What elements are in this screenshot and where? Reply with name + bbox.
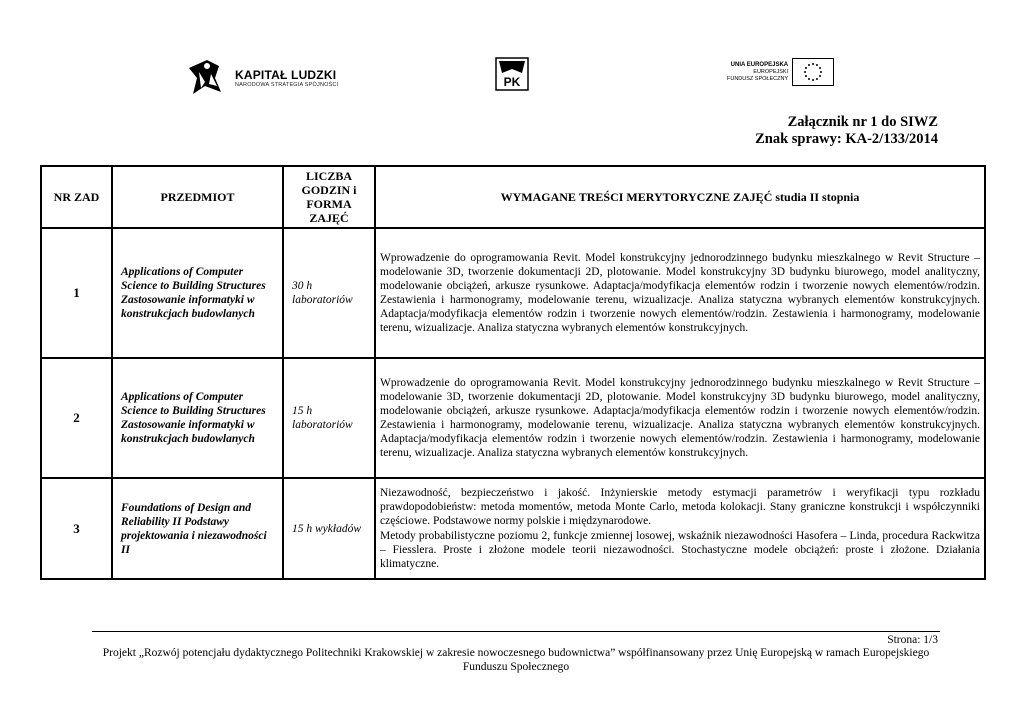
row-subject: Foundations of Design and Reliability II Podstawy projektowania i niezawodności II — [112, 478, 283, 579]
case-number: Znak sprawy: KA-2/133/2014 — [755, 131, 938, 147]
row-hours: 30 h laboratoriów — [283, 228, 375, 358]
row-content: Wprowadzenie do oprogramowania Revit. Model konstrukcyjny jednorodzinnego budynku mieszkalnego w Revit Structure – modelowanie 3D, tworzenie dokumentacji 2D, plotowanie. Model konstrukcyjny 3D budynku biurowego, model analityczny, modelowanie obciążeń, arkusze rysunkowe. Adaptacja/modyfikacja elementów rodzin i tworzenie nowych elementów/rodzin. Zestawienia i harmonogramy, modelowanie terenu, wizualizacje. Analiza statyczna wybranych elementów konstrukcyjnych. Adaptacja/modyfikacja elementów rodzin i tworzenie nowych elementów/rodzin. Zestawienia i harmonogramy, modelowanie terenu, wizualizacje. Analiza statyczna wybranych elementów konstrukcyjnych. — [375, 228, 985, 358]
table-header-row — [41, 166, 985, 228]
header-subject: PRZEDMIOT — [112, 166, 283, 228]
kapital-ludzki-title: KAPITAŁ LUDZKI — [235, 68, 337, 82]
row-nr: 1 — [41, 228, 112, 358]
kapital-ludzki-logo — [185, 45, 360, 111]
table-row — [41, 478, 985, 579]
row-nr: 3 — [41, 478, 112, 579]
requirements-table — [40, 165, 986, 580]
kapital-ludzki-subtitle: NARODOWA STRATEGIA SPÓJNOŚCI — [235, 82, 339, 88]
footer-divider — [92, 631, 940, 632]
page-number: Strona: 1/3 — [887, 634, 938, 646]
document-header — [755, 114, 938, 148]
eu-logo — [727, 58, 834, 86]
eu-flag-icon — [792, 58, 834, 86]
eu-line3: FUNDUSZ SPOŁECZNY — [727, 75, 789, 82]
row-hours: 15 h wykładów — [283, 478, 375, 579]
attachment-title: Załącznik nr 1 do SIWZ — [787, 114, 938, 130]
table-row — [41, 358, 985, 478]
kapital-ludzki-mark-icon — [185, 56, 229, 100]
row-content: Wprowadzenie do oprogramowania Revit. Model konstrukcyjny jednorodzinnego budynku mieszkalnego w Revit Structure – modelowanie 3D, tworzenie dokumentacji 2D, plotowanie. Model konstrukcyjny 3D budynku biurowego, model analityczny, modelowanie obciążeń, arkusze rysunkowe. Adaptacja/modyfikacja elementów rodzin i tworzenie nowych elementów/rodzin. Zestawienia i harmonogramy, modelowanie terenu, wizualizacje. Analiza statyczna wybranych elementów konstrukcyjnych. Adaptacja/modyfikacja elementów rodzin i tworzenie nowych elementów/rodzin. Zestawienia i harmonogramy, modelowanie terenu, wizualizacje. Analiza statyczna wybranych elementów konstrukcyjnych. — [375, 358, 985, 478]
eu-line1: UNIA EUROPEJSKA — [730, 61, 789, 68]
pk-logo-icon — [495, 57, 529, 91]
row-content-paragraph-2: Metody probabilistyczne poziomu 2, funkcje zmiennej losowej, wskaźnik niezawodności Hasofera – Linda, procedura Rackwitza – Fiesslera. Proste i złożone modele teorii niezawodności. Stochastyczne modele obciążeń: proste i złożone. Działania klimatyczne. — [380, 529, 980, 570]
row-content — [375, 478, 985, 579]
header-nr: NR ZAD — [41, 166, 112, 228]
pk-logo-text: PK — [503, 75, 521, 89]
row-subject: Applications of Computer Science to Building Structures Zastosowanie informatyki w konstrukcjach budowlanych — [112, 228, 283, 358]
table-row — [41, 228, 985, 358]
row-hours: 15 h laboratoriów — [283, 358, 375, 478]
header-hours: LICZBA GODZIN i FORMA ZAJĘĆ — [283, 166, 375, 228]
row-subject: Applications of Computer Science to Building Structures Zastosowanie informatyki w konstrukcjach budowlanych — [112, 358, 283, 478]
row-nr: 2 — [41, 358, 112, 478]
header-content: WYMAGANE TREŚCI MERYTORYCZNE ZAJĘĆ studia II stopnia — [375, 166, 985, 228]
row-content-paragraph-1: Niezawodność, bezpieczeństwo i jakość. Inżynierskie metody estymacji parametrów i weryfikacji typu rozkładu prawdopodobieństw: metoda momentów, metoda Monte Carlo, metoda kolokacji. Stany graniczne konstrukcji i współczynniki częściowe. Podstawowe normy polskie i międzynarodowe. — [380, 487, 980, 528]
logo-bar — [0, 45, 1024, 115]
eu-line2: EUROPEJSKI — [753, 68, 789, 75]
project-footer: Projekt „Rozwój potencjału dydaktycznego Politechniki Krakowskiej w zakresie nowoczesnego budownictwa” współfinansowany przez Unię Europejską w ramach Europejskiego Funduszu Społecznego — [102, 647, 930, 673]
